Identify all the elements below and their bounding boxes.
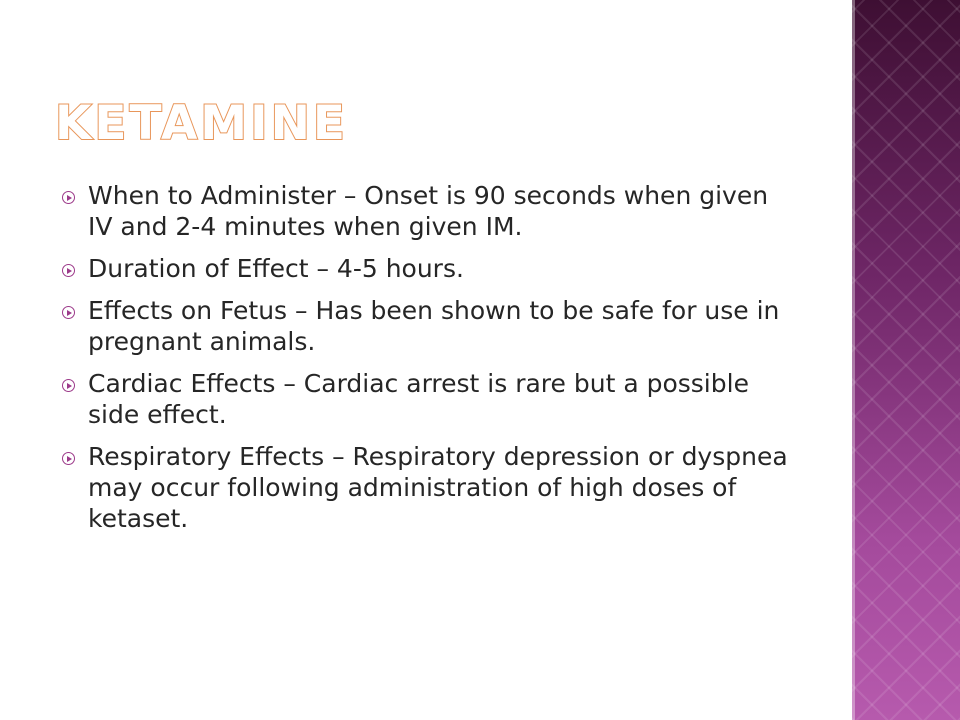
arrow-circle-icon [62, 191, 88, 205]
arrow-circle-icon [62, 452, 88, 466]
decorative-side-panel [852, 0, 960, 720]
arrow-circle-icon [62, 306, 88, 320]
bullet-text: When to Administer – Onset is 90 seconds when given IV and 2-4 minutes when given IM. [88, 181, 769, 241]
bullet-text: Effects on Fetus – Has been shown to be safe for use in pregnant animals. [88, 296, 780, 356]
list-item [62, 441, 797, 534]
slide-title: KETAMINE [55, 96, 349, 151]
list-item [62, 368, 797, 430]
list-item [62, 180, 797, 242]
side-panel-edge [852, 0, 855, 720]
arrow-circle-icon [62, 264, 88, 278]
list-item [62, 295, 797, 357]
list-item [62, 253, 797, 284]
bullet-text: Duration of Effect – 4-5 hours. [88, 254, 464, 283]
bullet-text: Respiratory Effects – Respiratory depression or dyspnea may occur following administration of high doses of ketaset. [88, 442, 788, 533]
bullet-text: Cardiac Effects – Cardiac arrest is rare but a possible side effect. [88, 369, 749, 429]
arrow-circle-icon [62, 379, 88, 393]
bullet-list [62, 180, 797, 545]
